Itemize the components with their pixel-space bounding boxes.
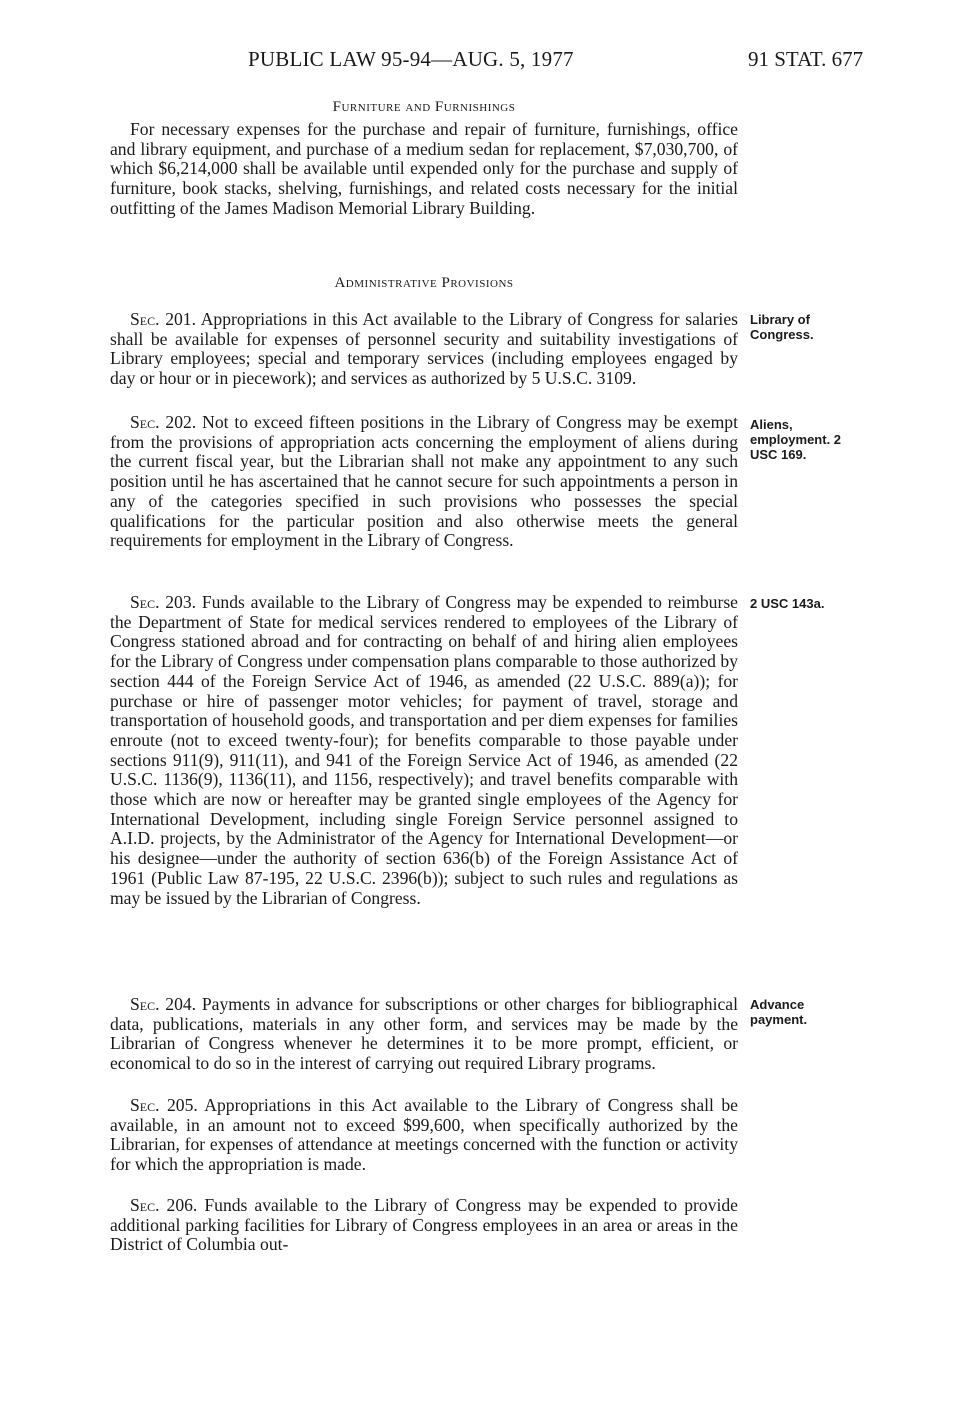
section-text: Funds available to the Library of Congress may be expended to provide additional parking facilities for Library of Congress employees in an area or areas in the District of Columbia out- bbox=[110, 1195, 738, 1255]
section-label: Sec. 206. bbox=[130, 1195, 198, 1215]
paragraph-sec-203 bbox=[110, 593, 738, 908]
paragraph-sec-201 bbox=[110, 310, 738, 389]
section-text: Not to exceed fifteen positions in the Library of Congress may be exempt from the provisions of appropriation acts concerning the employment of aliens during the current fiscal year, but the Librarian shall not make any appointment to any such position until he has ascertained that he cannot secure for such appointments a person in any of the categories specified in such provisions who possesses the special qualifications for the particular position and also otherwise meets the general requirements for employment in the Library of Congress. bbox=[110, 412, 738, 551]
section-label: Sec. 205. bbox=[130, 1095, 198, 1115]
section-text: Payments in advance for subscriptions or other charges for bibliographical data, publications, materials in any other form, and services may be made by the Librarian of Congress whenever he determines it to be more prompt, efficient, or economical to do so in the interest of carrying out required Library programs. bbox=[110, 994, 738, 1074]
paragraph-sec-205 bbox=[110, 1096, 738, 1175]
section-text: Funds available to the Library of Congress may be expended to reimburse the Department of State for medical services rendered to employees of the Library of Congress stationed abroad and for contracting on behalf of and hiring alien employees for the Library of Congress under compensation plans comparable to those authorized by section 444 of the Foreign Service Act of 1946, as amended (22 U.S.C. 889(a)); for purchase or hire of passenger motor vehicles; for payment of travel, storage and transportation of household goods, and transportation and per diem expenses for families enroute (not to exceed twenty-four); for benefits comparable to those payable under sections 911(9), 911(11), and 941 of the Foreign Service Act of 1946, as amended (22 U.S.C. 1136(9), 1136(11), and 1156, respectively); and travel benefits comparable with those which are now or hereafter may be granted single employees of the Agency for International Development, including single Foreign Service personnel assigned to A.I.D. projects, by the Administrator of the Agency for International Development—or his designee—under the authority of section 636(b) of the Foreign Assistance Act of 1961 (Public Law 87-195, 22 U.S.C. 2396(b)); subject to such rules and regulations as may be issued by the Librarian of Congress. bbox=[110, 592, 738, 908]
running-header-left: PUBLIC LAW 95-94—AUG. 5, 1977 bbox=[248, 47, 574, 71]
section-heading-administrative: Administrative Provisions bbox=[334, 275, 514, 291]
section-text: Appropriations in this Act available to the Library of Congress shall be available, in an amount not to exceed $99,600, when specifically authorized by the Librarian, for expenses of attendance at meetings concerned with the function or activity for which the appropriation is made. bbox=[110, 1095, 738, 1175]
running-header-right: 91 STAT. 677 bbox=[748, 47, 864, 71]
paragraph-sec-206 bbox=[110, 1196, 738, 1255]
paragraph-sec-202 bbox=[110, 413, 738, 551]
section-label: Sec. 201. bbox=[130, 309, 196, 329]
margin-note-library-of-congress: Library of Congress. bbox=[750, 312, 814, 342]
section-label: Sec. 203. bbox=[130, 592, 197, 612]
margin-note-advance-payment: Advance payment. bbox=[750, 997, 808, 1027]
section-text: Appropriations in this Act available to the Library of Congress for salaries shall be available for expenses of personnel security and suitability investigations of Library employees; special and temporary services (including employees engaged by day or hour or in piecework); and services as authorized by 5 U.S.C. 3109. bbox=[110, 309, 738, 389]
section-heading-furniture: Furniture and Furnishings bbox=[332, 99, 516, 115]
section-label: Sec. 204. bbox=[130, 994, 197, 1014]
section-label: Sec. 202. bbox=[130, 412, 197, 432]
margin-note-2-usc-143a: 2 USC 143a. bbox=[750, 596, 825, 611]
paragraph-furniture: For necessary expenses for the purchase and repair of furniture, furnishings, office and library equipment, and purchase of a medium sedan for replacement, $7,030,700, of which $6,214,000 shall be available until expended only for the purchase and supply of furniture, book stacks, shelving, furnishings, and related costs necessary for the initial outfitting of the James Madison Memorial Library Building. bbox=[110, 119, 738, 218]
paragraph-sec-204 bbox=[110, 995, 738, 1074]
margin-note-aliens-employment: Aliens, employment. 2 USC 169. bbox=[750, 417, 842, 462]
